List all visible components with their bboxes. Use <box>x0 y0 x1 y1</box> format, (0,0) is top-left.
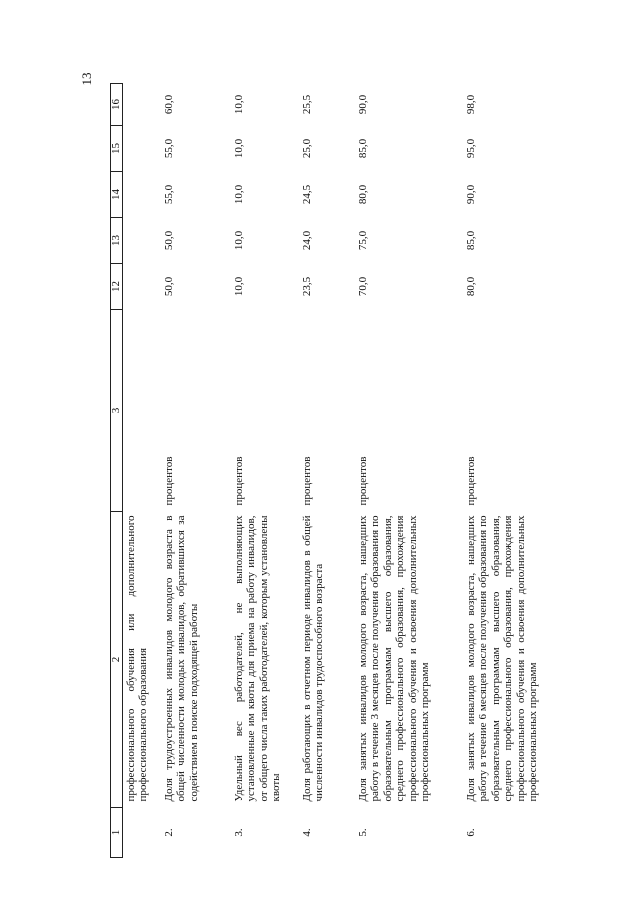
page-number: 13 <box>79 72 94 86</box>
value-cell: 98,0 <box>465 94 477 115</box>
col-header: 14 <box>111 172 123 218</box>
value-cell: 50,0 <box>163 276 175 297</box>
col-header: 13 <box>111 218 123 264</box>
indicators-table <box>110 83 547 858</box>
value-cell: 85,0 <box>357 138 369 159</box>
value-cell: 90,0 <box>357 94 369 115</box>
indicator-name: Удельный вес работодателей, не выполняющих установленные им квоты для приема на работу инвалидов, от общего числа таких работодателей, которым установлены квоты <box>233 515 283 802</box>
value-cell: 24,5 <box>301 184 313 205</box>
value-cell: 90,0 <box>465 184 477 205</box>
row-number: 4. <box>301 828 313 837</box>
indicator-name: Доля занятых инвалидов молодого возраста, нашедших работу в течение 6 месяцев после получения образования по образовательным программам высшего образования, среднего профессионального образования, прохождения профессионального обучения и освоения дополнительных профессиональных программ <box>465 515 540 802</box>
value-cell: 70,0 <box>357 276 369 297</box>
indicator-name: Доля работающих в отчетном периоде инвалидов в общей численности инвалидов трудоспособного возраста <box>301 515 326 802</box>
value-cell: 50,0 <box>163 230 175 251</box>
table-row <box>155 84 225 858</box>
col-header: 12 <box>111 264 123 310</box>
row-number: 3. <box>233 828 245 837</box>
value-cell: 10,0 <box>233 276 245 297</box>
value-cell: 25,5 <box>301 94 313 115</box>
value-cell: 75,0 <box>357 230 369 251</box>
table-row <box>123 84 156 858</box>
value-cell: 25,0 <box>301 138 313 159</box>
indicator-name: Доля трудоустроенных инвалидов молодого возраста в общей численности молодых инвалидов, обратившихся за содействием в поиске подходящей работы <box>163 515 200 802</box>
value-cell: 95,0 <box>465 138 477 159</box>
table-row <box>293 84 349 858</box>
rotated-table-sheet <box>110 84 540 858</box>
unit: процентов <box>357 456 369 506</box>
col-header: 1 <box>111 808 123 858</box>
unit: процентов <box>301 456 313 506</box>
row-number: 5. <box>357 828 369 837</box>
value-cell: 55,0 <box>163 138 175 159</box>
value-cell: 55,0 <box>163 184 175 205</box>
value-cell: 60,0 <box>163 94 175 115</box>
unit: процентов <box>163 456 175 506</box>
header-row <box>111 84 123 858</box>
indicator-name: Доля занятых инвалидов молодого возраста, нашедших работу в течение 3 месяцев после получения образования по образовательным программам высшего образования, среднего профессионального образования, прохождения профессионального обучения и освоения дополнительных профессиональных программ <box>357 515 432 802</box>
value-cell: 10,0 <box>233 94 245 115</box>
table-row <box>457 84 547 858</box>
value-cell: 23,5 <box>301 276 313 297</box>
col-header: 15 <box>111 126 123 172</box>
value-cell: 10,0 <box>233 230 245 251</box>
unit: процентов <box>233 456 245 506</box>
value-cell: 80,0 <box>357 184 369 205</box>
value-cell: 10,0 <box>233 138 245 159</box>
unit: процентов <box>465 456 477 506</box>
col-header: 16 <box>111 84 123 126</box>
value-cell: 10,0 <box>233 184 245 205</box>
row-number: 6. <box>465 828 477 837</box>
value-cell: 85,0 <box>465 230 477 251</box>
value-cell: 24,0 <box>301 230 313 251</box>
row-number: 2. <box>163 828 175 837</box>
table-row <box>349 84 457 858</box>
col-header: 2 <box>111 512 123 808</box>
table-row <box>225 84 293 858</box>
value-cell: 80,0 <box>465 276 477 297</box>
indicator-continuation: профессионального обучения или дополнительного профессионального образования <box>125 515 150 802</box>
col-header: 3 <box>111 310 123 512</box>
